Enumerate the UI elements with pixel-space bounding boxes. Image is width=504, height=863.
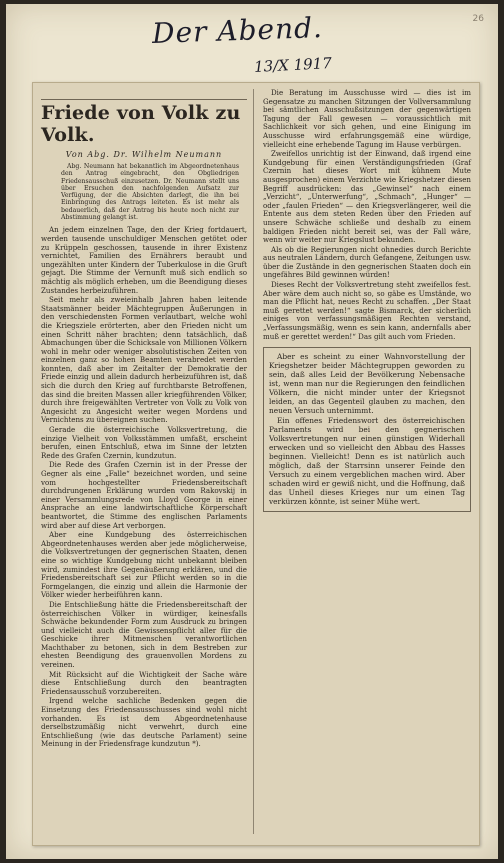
article-paragraph: Gerade die österreichische Volksvertretung, die einzige Vielheit von Volksstämmen umfaßt, erscheint berufen, einen Entschluß, etwa im Sinne der letzten Rede des Grafen Czernin, kundzutun. [41,425,247,460]
handwritten-title: Der Abend. [151,11,324,50]
newspaper-clipping [32,82,480,846]
right-column-body [263,89,471,341]
article-paragraph: Die Rede des Grafen Czernin ist in der Presse der Gegner als eine „Falle“ bezeichnet worden, und seine vom hochgestellter Friedensbereitschaft durchdrungenen Erklärung wurden vom Rakovskij in einer Versammlungsrede von Lloyd George in einer Ansprache an eine landwirtschaftliche Körperschaft beantwortet, die Stimme des englischen Parlaments wird aber auf diese Art verborgen. [41,460,247,530]
article-byline: Von Abg. Dr. Wilhelm Neumann [65,150,223,159]
article-paragraph: An jedem einzelnen Tage, den der Krieg fortdauert, werden tausende unschuldiger Menschen getötet oder zu Krüppeln geschossen, tausende in ihrer Existenz vernichtet, Familien des Ernährers beraubt und ungezählten unter Kindern der Tuberkulose in die Gruft gejagt. Die Stimme der Vernunft muß sich endlich so mächtig als möglich erheben, um die Beendigung dieses Zustandes herbeizuführen. [41,225,247,295]
boxed-section [263,347,471,512]
left-column-header [41,89,247,750]
handwritten-date: 13/X 1917 [253,53,333,77]
article-paragraph: Zweifellos unrichtig ist der Einwand, daß irgend eine Kundgebung für einen Verständigungsfrieden (Graf Czernin hat dieses Wort mit kühnem Mute ausgesprochen) einem Verzichte wie Kriegshetzer diesen Begriff ausdrücken: das „Gewinsel“ nach einem „Verzicht“, „Unterwerfung“, „Schmach“, „Hunger“ — oder „faulen Frieden“ — den Kriegsverlängerer, weil die Entente aus dem steten Reden über den Frieden auf unsere Schwäche schließe und deshalb zu einem baldigen Frieden nicht bereit sei, was der Fall wäre, wenn wir weiter nur Kriegslust bekunden. [263,149,471,245]
article-paragraph: Aber eine Kundgebung des österreichischen Abgeordnetenhauses werden aber jede möglicherweise, die Volksvertretungen der gegnerischen Staaten, denen eine so wichtige Kundgebung nicht unbekannt bleiben wird, zumindest ihre Gegenäußerung erklären, und die Friedensbereitschaft sei zur Pflicht werden so in die Formgelangen, die einzig und allein die Harmonie der Völker wieder herbeiführen kann. [41,530,247,600]
article-paragraph: Die Beratung im Ausschusse wird — dies ist im Gegensatze zu manchen Sitzungen der Vollversammlung bei sämtlichen Ausschußsitzungen der gegenwärtigen Tagung der Fall gewesen — voraussichtlich mit Sachlichkeit vor sich gehen, und eine Einigung im Ausschusse wird erfahrungsgemäß eine würdige, vielleicht eine erhebende Tagung im Hause verbürgen. [263,88,471,149]
article-paragraph: Seit mehr als zweieinhalb Jahren haben leitende Staatsmänner beider Mächtegruppen Äußerungen in den verschiedensten Formen verlautbart, welche wohl die Kriegsziele erörterten, aber den Frieden nicht um einen Schritt näher brachten; denn tatsächlich, daß Abmachungen über die Schicksale von Millionen Völkern wohl in mehr oder weniger absolutistischen Zeiten von einzelnen ganz so hohen Beamten verabredet werden konnten, daß aber im Zeitalter der Demokratie der Friede einzig und allein dadurch herbeizuführen ist, daß sich die durch den Krieg auf furchtbarste Betroffenen, das sind die breiten Massen aller kriegführenden Völker, durch ihre freigewählten Vertreter von Volk zu Volk von Angesicht zu Angesicht weiter wegen Mordens und Vernichtens zu übereignen suchen. [41,295,247,425]
article-paragraph: Dieses Recht der Volksvertretung steht zweifellos fest. Aber wäre dem auch nicht so, so gäbe es Umstände, wo man die Pflicht hat, neues Recht zu schaffen. „Der Staat muß gerettet werden!“ sagte Bismarck, der sicherlich einiges von verfassungsmäßigen Rechten verstand, „Verfassungsmäßig, wenn es sein kann, andernfalls aber muß er gerettet werden!“ Das gilt auch vom Frieden. [263,280,471,341]
boxed-paragraph: Ein offenes Friedenswort des österreichischen Parlaments wird bei den gegnerischen Volksvertretungen nur einen günstigen Widerhall erwecken und so vielleicht den Abbau des Hasses beginnen. Vielleicht! Denn es ist natürlich auch möglich, daß der Starrsinn unserer Feinde den Versuch zu einem vergeblichen machen wird. Aber schaden wird er gewiß nicht, und die Hoffnung, daß das Unheil dieses Krieges nur um einen Tag verkürzen könnte, ist seiner Mühe wert. [269,416,465,507]
article-paragraph: Als ob die Regierungen nicht ohnedies durch Berichte aus neutralen Ländern, durch Gefangene, Zeitungen usw. über die Zustände in den gegnerischen Staaten doch ein ungefähres Bild gewinnen würden! [263,244,471,280]
document-page [6,4,498,859]
column-divider [253,89,254,834]
article-paragraph: Die Entschließung hätte die Friedensbereitschaft der österreichischen Völker in würdiger, keinesfalls Schwäche bekundender Form zum Ausdruck zu bringen und vielleicht auch die Gewissenspflicht aller für die Geschicke ihrer Mitmenschen verantwortlichen Machthaber zu betonen, sich in dem Bestreben zur ehesten Beendigung des grauenvollen Mordens zu vereinen. [41,599,247,670]
right-column [263,89,471,516]
article-paragraph: Mit Rücksicht auf die Wichtigkeit der Sache wäre diese Entschließung durch den beantragten Friedensausschuß vorzubereiten. [41,669,247,696]
article-headline: Friede von Volk zu Volk. [41,99,247,146]
left-column-body [41,226,247,749]
article-paragraph: Irgend welche sachliche Bedenken gegen die Einsetzung des Friedensausschusses sind wohl nicht vorhanden. Es ist dem Abgeordnetenhause derselbstzumäßig nicht verwehrt, durch eine Entschließung (wie das deutsche Parlament) seine Meinung in der Friedensfrage kundzutun *). [41,696,247,749]
boxed-paragraph: Aber es scheint zu einer Wahnvorstellung der Kriegshetzer beider Mächtegruppen geworden zu sein, daß alles Leid der Bevölkerung Nebensache ist, wenn man nur die Regierungen den feindlichen Völkern, die nicht minder unter der Kriegsnot leiden, an das Gegenteil glauben zu machen, den neuen Versuch unternimmt. [269,352,465,416]
page-number: 26 [472,14,484,24]
article-intro: Abg. Neumann hat bekanntlich im Abgeordnetenhaus den Antrag eingebracht, den Obgliedrigen Friedensausschuß einzusetzen. Dr. Neumann stellt uns über Ersuchen den nachfolgenden Aufsatz zur Verfügung, der die Absichten darlegt, die ihn bei Einbringung des Antrags leiteten. Es ist mehr als bedauerlich, daß der Antrag bis heute noch nicht zur Abstimmung gelangt ist. [61,163,239,222]
